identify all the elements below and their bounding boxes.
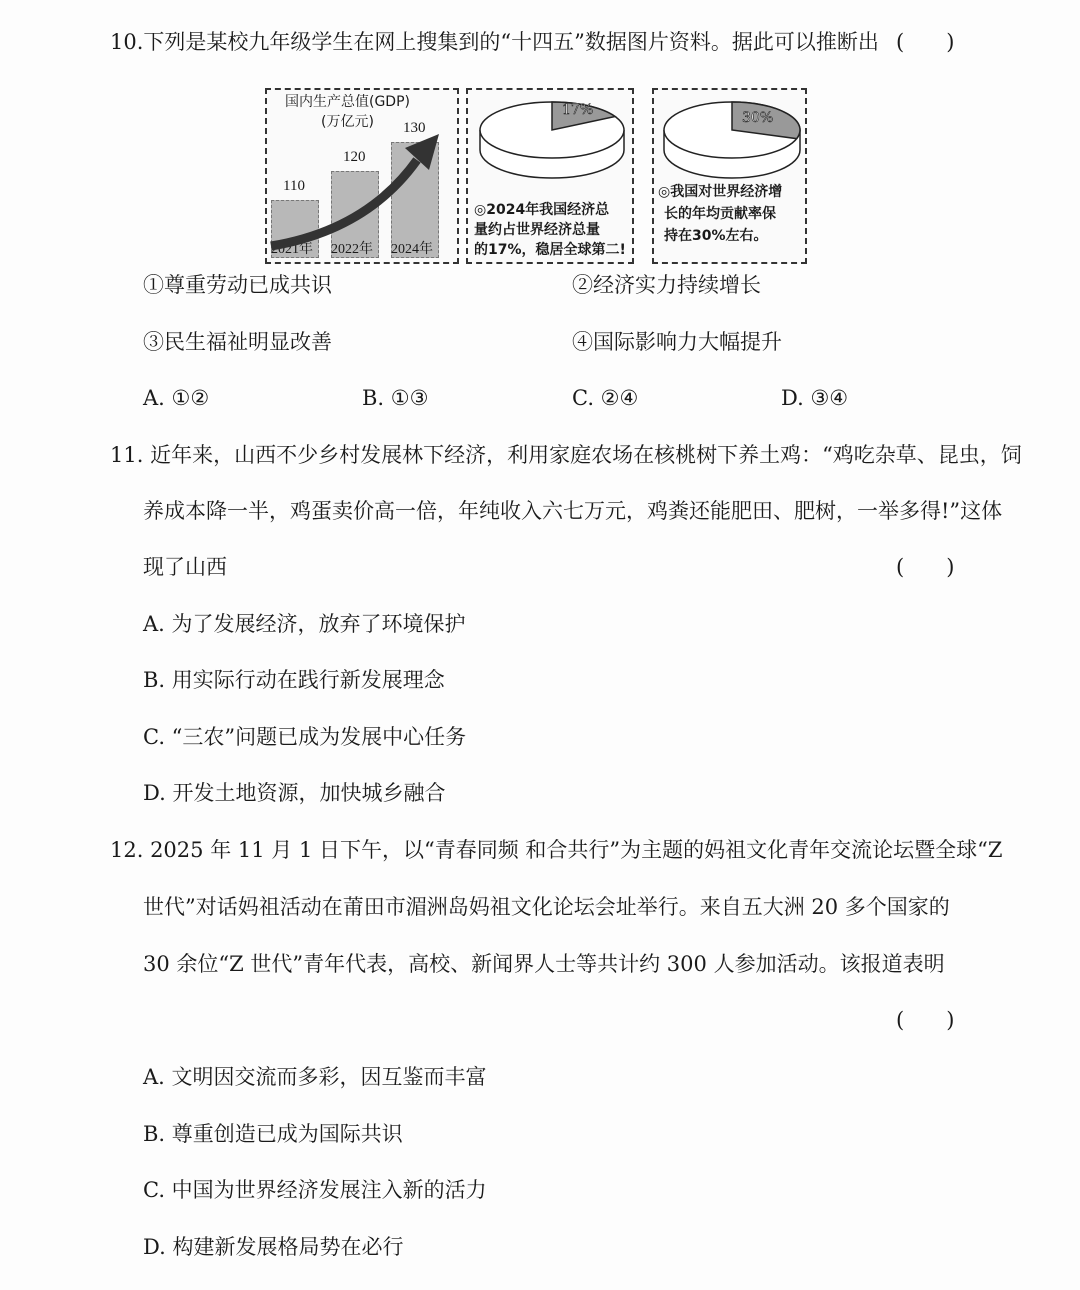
q11-stem-3: 现了山西 (143, 555, 227, 579)
q12-option-c[interactable]: C. 中国为世界经济发展注入新的活力 (143, 1178, 487, 1202)
pie2-caption-3: 持在30%左右。 (664, 228, 768, 244)
q12-stem-1: 12. 2025 年 11 月 1 日下午，以“青春同频 和合共行”为主题的妈祖文化青年交流论坛暨全球“Z (110, 838, 1003, 862)
gdp-bar-value: 110 (283, 178, 305, 195)
pie2-label: 30% (742, 110, 774, 126)
gdp-chart (265, 88, 459, 264)
q10-item-4: ④国际影响力大幅提升 (572, 330, 782, 354)
q11-option-c[interactable]: C. “三农”问题已成为发展中心任务 (143, 725, 467, 749)
gdp-bar-year: 2021年 (271, 242, 313, 257)
q11-answer-paren: ( ) (896, 555, 955, 579)
growth-arrow-icon (267, 90, 457, 262)
pie2-caption-2: 长的年均贡献率保 (664, 206, 776, 222)
q12-option-b[interactable]: B. 尊重创造已成为国际共识 (143, 1122, 403, 1146)
q12-option-d[interactable]: D. 构建新发展格局势在必行 (143, 1235, 404, 1259)
q10-option-b[interactable]: B. ①③ (362, 386, 429, 410)
q12-answer-paren: ( ) (896, 1008, 955, 1032)
pie-17 (474, 92, 630, 188)
pie2-caption-1: ◎我国对世界经济增 (658, 184, 783, 200)
q10-item-2: ②经济实力持续增长 (572, 273, 761, 297)
gdp-unit: (万亿元) (321, 114, 374, 130)
q11-option-b[interactable]: B. 用实际行动在践行新发展理念 (143, 668, 445, 692)
pie-30 (658, 92, 806, 188)
q12-stem-2: 世代”对话妈祖活动在莆田市湄洲岛妈祖文化论坛会址举行。来自五大洲 20 多个国家的 (143, 895, 950, 919)
q11-stem-2: 养成本降一半，鸡蛋卖价高一倍，年纯收入六七万元，鸡粪还能肥田、肥树，一举多得!”这体 (143, 499, 1003, 523)
pie-chart-world-share (466, 88, 634, 264)
q10-stem: 10.下列是某校九年级学生在网上搜集到的“十四五”数据图片资料。据此可以推断出 (110, 30, 879, 54)
pie-chart-contribution (652, 88, 807, 264)
gdp-bar-value: 130 (403, 120, 426, 137)
q10-option-d[interactable]: D. ③④ (781, 386, 849, 410)
gdp-bar-value: 120 (343, 149, 366, 166)
q12-stem-3: 30 余位“Z 世代”青年代表，高校、新闻界人士等共计约 300 人参加活动。该报道表明 (143, 952, 945, 976)
q10-answer-paren: ( ) (896, 30, 955, 54)
q11-option-d[interactable]: D. 开发土地资源，加快城乡融合 (143, 781, 446, 805)
q10-option-c[interactable]: C. ②④ (572, 386, 639, 410)
gdp-bar-year: 2024年 (391, 242, 433, 257)
q11-stem-1: 11. 近年来，山西不少乡村发展林下经济，利用家庭农场在核桃树下养土鸡：“鸡吃杂草、昆虫，饲 (110, 443, 1022, 467)
q10-item-3: ③民生福祉明显改善 (143, 330, 332, 354)
gdp-title: 国内生产总值(GDP) (285, 94, 410, 110)
pie1-label: 17% (562, 102, 594, 118)
pie1-caption-3: 的17%，稳居全球第二! (474, 242, 626, 258)
q12-option-a[interactable]: A. 文明因交流而多彩，因互鉴而丰富 (143, 1065, 487, 1089)
pie1-caption-2: 量约占世界经济总量 (474, 222, 600, 238)
q10-option-a[interactable]: A. ①② (143, 386, 210, 410)
pie1-caption-1: ◎2024年我国经济总 (474, 202, 610, 218)
q11-option-a[interactable]: A. 为了发展经济，放弃了环境保护 (143, 612, 466, 636)
gdp-bar-year: 2022年 (331, 242, 373, 257)
q10-item-1: ①尊重劳动已成共识 (143, 273, 332, 297)
